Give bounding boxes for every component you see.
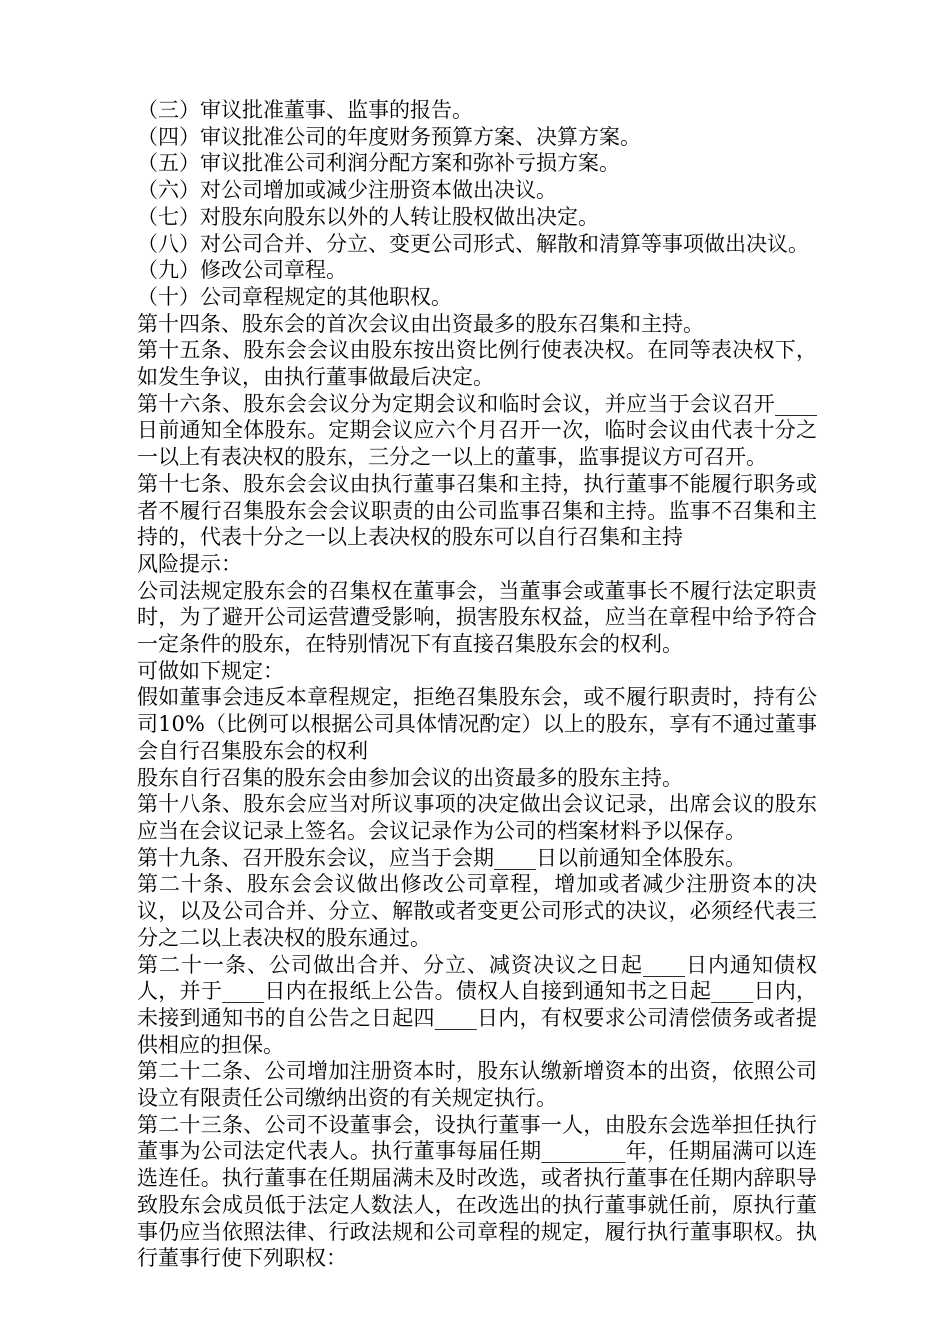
risk-notice-heading: 风险提示： bbox=[137, 551, 242, 576]
clause-item-6: （六）对公司增加或减少注册资本做出决议。 bbox=[137, 178, 557, 203]
article-14: 第十四条、股东会的首次会议由出资最多的股东召集和主持。 bbox=[137, 311, 704, 336]
clause-item-3: （三）审议批准董事、监事的报告。 bbox=[137, 98, 473, 122]
risk-notice-text: 公司法规定股东会的召集权在董事会，当董事会或董事长不履行法定职责时，为了避开公司运营遭受影响，损害股东权益，应当在章程中给予符合一定条件的股东，在特别情况下有直接召集股东会的权利。 bbox=[137, 578, 817, 657]
clause-item-7: （七）对股东向股东以外的人转让股权做出决定。 bbox=[137, 204, 599, 229]
article-19: 第十九条、召开股东会议，应当于会期____日以前通知全体股东。 bbox=[137, 845, 746, 870]
article-17: 第十七条、股东会会议由执行董事召集和主持，执行董事不能履行职务或者不履行召集股东会会议职责的由公司监事召集和主持。监事不召集和主持的，代表十分之一以上表决权的股东可以自行召集和主持 bbox=[137, 471, 817, 550]
article-21: 第二十一条、公司做出合并、分立、减资决议之日起____日内通知债权人，并于____日内在报纸上公告。债权人自接到通知书之日起____日内，未接到通知书的自公告之日起四____日内，有权要求公司清偿债务或者提供相应的担保。 bbox=[137, 952, 817, 1057]
clause-item-5: （五）审议批准公司利润分配方案和弥补亏损方案。 bbox=[137, 151, 620, 176]
clause-item-10: （十）公司章程规定的其他职权。 bbox=[137, 284, 452, 309]
article-20: 第二十条、股东会会议做出修改公司章程，增加或者减少注册资本的决议，以及公司合并、分立、解散或者变更公司形式的决议，必须经代表三分之二以上表决权的股东通过。 bbox=[137, 872, 817, 950]
article-15: 第十五条、股东会会议由股东按出资比例行使表决权。在同等表决权下，如发生争议，由执行董事做最后决定。 bbox=[137, 338, 817, 390]
clause-item-8: （八）对公司合并、分立、变更公司形式、解散和清算等事项做出决议。 bbox=[137, 231, 809, 256]
document-body bbox=[137, 97, 817, 1272]
clause-item-9: （九）修改公司章程。 bbox=[137, 258, 347, 283]
clause-item-4: （四）审议批准公司的年度财务预算方案、决算方案。 bbox=[137, 124, 641, 149]
article-23: 第二十三条、公司不设董事会，设执行董事一人，由股东会选举担任执行董事为公司法定代表人。执行董事每届任期________年，任期届满可以连选连任。执行董事在任期届满未及时改选，或者执行董事在任期内辞职导致股东会成员低于法定人数法人，在改选出的执行董事就任前，原执行董事仍应当依照法律、行政法规和公司章程的规定，履行执行董事职权。执行董事行使下列职权： bbox=[137, 1112, 817, 1271]
suggestion-text: 假如董事会违反本章程规定，拒绝召集股东会，或不履行职责时，持有公司10%（比例可以根据公司具体情况酌定）以上的股东，享有不通过董事会自行召集股东会的权利 bbox=[137, 685, 817, 763]
self-convened-meeting-note: 股东自行召集的股东会由参加会议的出资最多的股东主持。 bbox=[137, 765, 683, 790]
suggestion-heading: 可做如下规定： bbox=[137, 658, 284, 683]
article-16: 第十六条、股东会会议分为定期会议和临时会议，并应当于会议召开____日前通知全体股东。定期会议应六个月召开一次，临时会议由代表十分之一以上有表决权的股东，三分之一以上的董事，监事提议方可召开。 bbox=[137, 391, 817, 470]
article-22: 第二十二条、公司增加注册资本时，股东认缴新增资本的出资，依照公司设立有限责任公司缴纳出资的有关规定执行。 bbox=[137, 1059, 817, 1111]
article-18: 第十八条、股东会应当对所议事项的决定做出会议记录，出席会议的股东应当在会议记录上签名。会议记录作为公司的档案材料予以保存。 bbox=[137, 792, 817, 843]
